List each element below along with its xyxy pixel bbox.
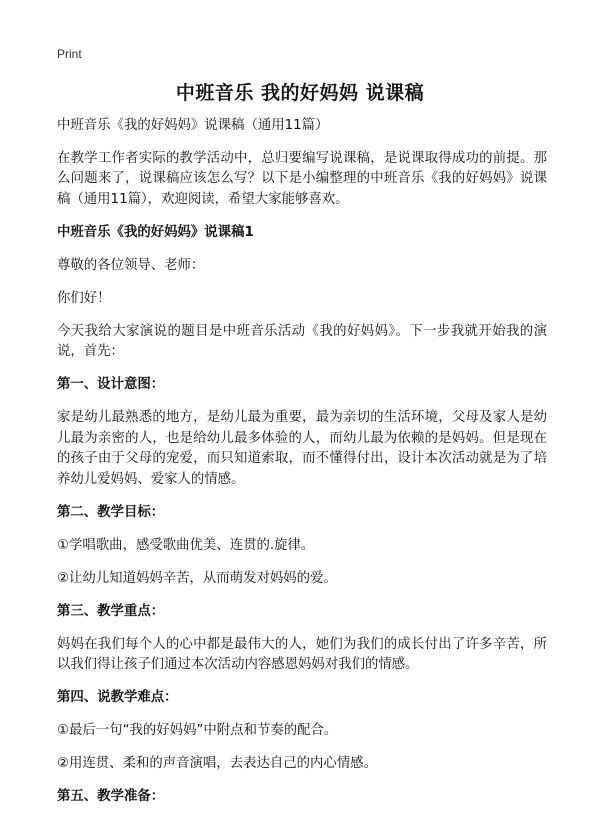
opening-paragraph: 今天我给大家演说的题目是中班音乐活动《我的好妈妈》。下一步我就开始我的演说，首先： — [57, 323, 547, 359]
intro-paragraph: 在教学工作者实际的教学活动中，总归要编写说课稿，是说课取得成功的前提。那么问题来了，说课稿应该怎么写？以下是小编整理的中班音乐《我的好妈妈》说课稿（通用11篇），欢迎阅读，希望大家能够喜欢。 — [57, 150, 547, 207]
part2-item-1: ①学唱歌曲，感受歌曲优美、连贯的.旋律。 — [57, 537, 315, 553]
part4-item-1: ①最后一句“我的好妈妈”中附点和节奏的配合。 — [57, 723, 338, 738]
part5-heading: 第五、教学准备： — [57, 789, 165, 804]
part4-item-2: ②用连贯、柔和的声音演唱，去表达自己的内心情感。 — [57, 756, 377, 771]
print-label: Print — [57, 47, 82, 61]
part4-heading: 第四、说教学难点： — [57, 690, 178, 705]
section-heading: 中班音乐《我的好妈妈》说课稿1 — [57, 224, 254, 240]
document-title: 中班音乐 我的好妈妈 说课稿 — [175, 82, 425, 104]
hello-paragraph: 你们好！ — [57, 290, 111, 306]
part1-heading: 第一、设计意图： — [57, 377, 165, 392]
part1-paragraph: 家是幼儿最熟悉的地方，是幼儿最为重要，最为亲切的生活环境，父母及家人是幼儿最为亲密的人，也是给幼儿最多体验的人，而幼儿最为依赖的是妈妈。但是现在的孩子由于父母的宠爱，而只知道索取，而不懂得付出，设计本次活动就是为了培养幼儿爱妈妈、爱家人的情感。 — [57, 410, 547, 487]
part2-item-2: ②让幼儿知道妈妈辛苦，从而萌发对妈妈的爱。 — [57, 570, 337, 586]
document-body — [57, 116, 547, 820]
document-subtitle: 中班音乐《我的好妈妈》说课稿（通用11篇） — [57, 118, 329, 133]
part3-paragraph: 妈妈在我们每个人的心中都是最伟大的人，她们为我们的成长付出了许多辛苦，所以我们得让孩子们通过本次活动内容感恩妈妈对我们的情感。 — [57, 636, 547, 672]
part2-heading: 第二、教学目标： — [57, 504, 165, 520]
greeting-paragraph: 尊敬的各位领导、老师： — [57, 257, 205, 273]
part3-heading: 第三、教学重点： — [57, 603, 165, 619]
